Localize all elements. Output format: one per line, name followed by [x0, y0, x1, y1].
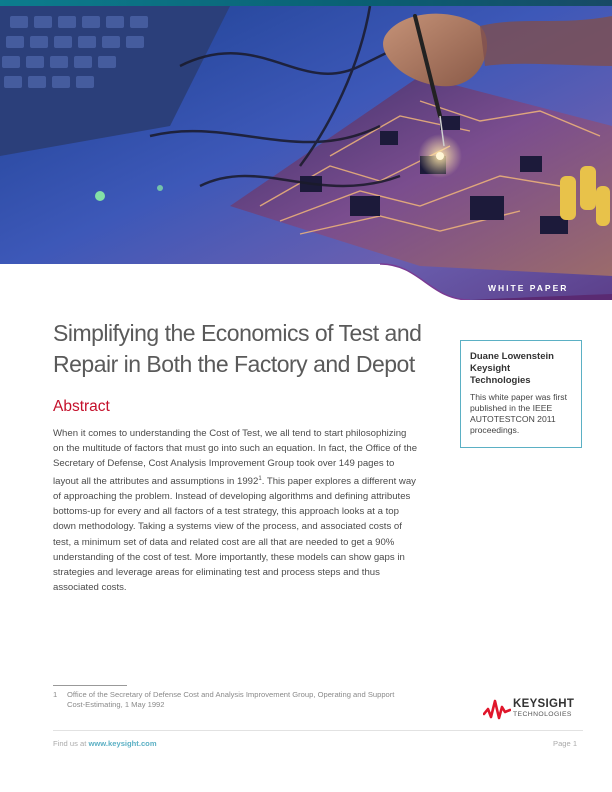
white-paper-label: WHITE PAPER: [488, 283, 569, 293]
footnote: [53, 690, 413, 710]
footnote-ref[interactable]: 1: [258, 475, 262, 482]
footer-prefix: Find us at: [53, 739, 87, 748]
footnote-number: 1: [53, 690, 58, 699]
abstract-text-part2: . This paper explores a different way of approaching the problem. Instead of developing algorithms and defining attributes bottoms-up for every and all factors of a test strategy, this approach looks at a top down methodology. Taking a systems view of the process, and associated costs of test, a minimum set of data and related cost are all that are needed to get a 90% understanding of the cost of test. More importantly, these models can show gaps in strategies and leverage areas for eliminating test and process steps and thus associated costs.: [53, 475, 416, 594]
publication-note: This white paper was first published in the IEEE AUTOTESTCON 2011 proceedings.: [470, 392, 567, 435]
page-number: Page 1: [553, 739, 578, 748]
logo-wordmark: KEYSIGHT: [513, 698, 575, 710]
abstract-heading: Abstract: [53, 398, 110, 415]
author-box: [460, 340, 582, 448]
footer-divider: [53, 730, 583, 731]
page-title: Simplifying the Economics of Test and Repair in Both the Factory and Depot: [53, 320, 422, 377]
logo-subtitle: TECHNOLOGIES: [513, 711, 572, 718]
keysight-logo[interactable]: [483, 698, 583, 722]
footnote-divider: [53, 685, 127, 686]
hero-image: [0, 6, 612, 300]
footnote-text: Office of the Secretary of Defense Cost and Analysis Improvement Group, Operating and Support Cost-Estimating, 1 May 1992: [67, 690, 395, 709]
author-name: Duane Lowenstein: [470, 351, 554, 362]
abstract-body: [53, 426, 418, 595]
abstract-text-part1: When it comes to understanding the Cost of Test, we all tend to start philosophizing on the multitude of factors that must go into such an equation. In fact, the Office of the Secretary of Defense, Cost Analysis Improvement Group took over 149 pages to layout all the attributes and assumptions in 1992: [53, 428, 418, 487]
footer-url-link[interactable]: www.keysight.com: [88, 739, 157, 748]
footer-find-us: [53, 739, 157, 748]
author-company: Keysight Technologies: [470, 363, 531, 386]
keysight-wave-icon: [483, 698, 511, 720]
